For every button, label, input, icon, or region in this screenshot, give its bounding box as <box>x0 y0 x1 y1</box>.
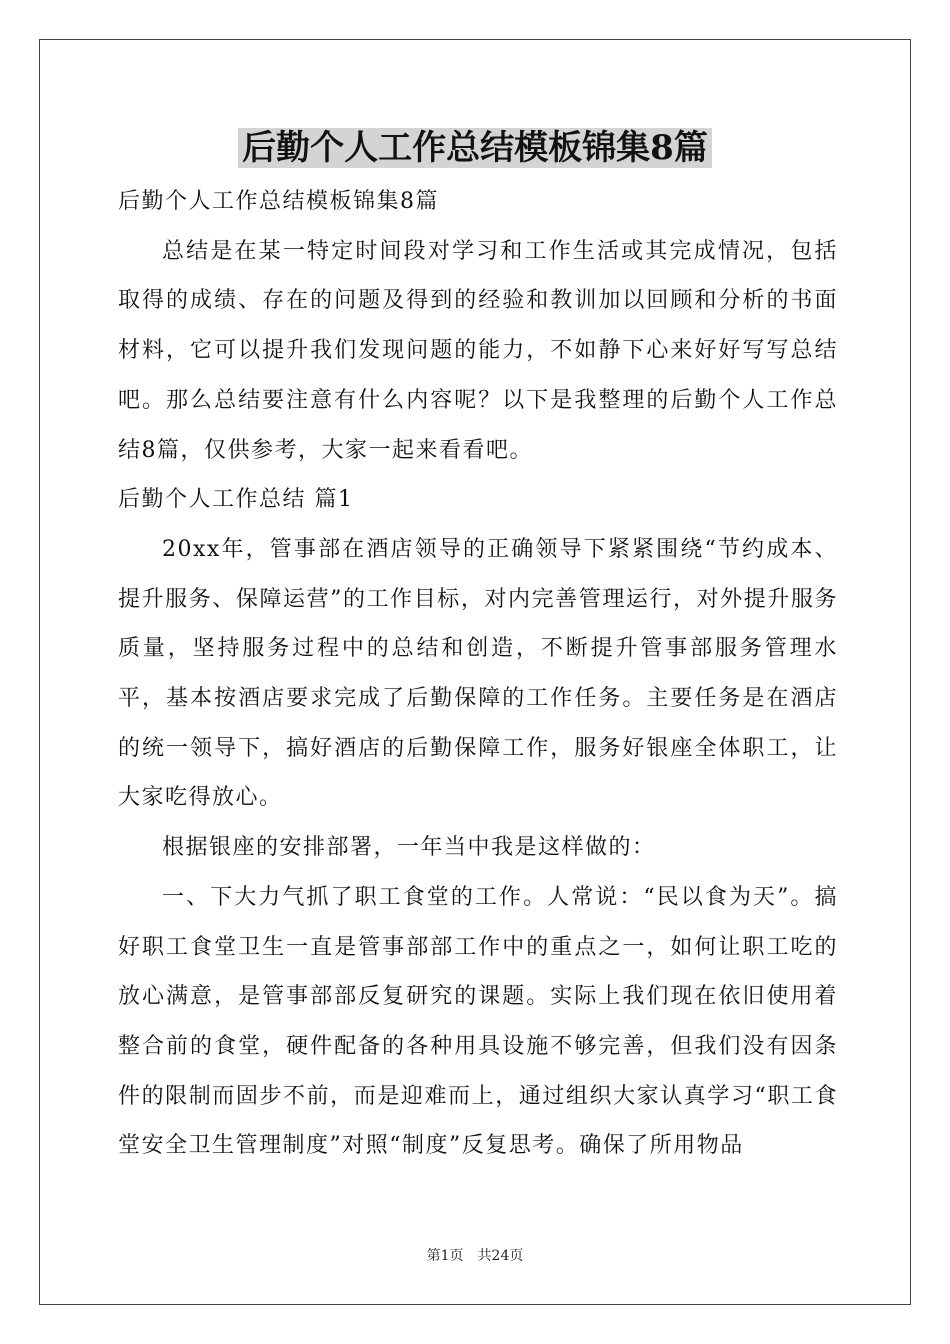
page-total: 共24页 <box>477 1248 524 1264</box>
intro-paragraph: 总结是在某一特定时间段对学习和工作生活或其完成情况，包括取得的成绩、存在的问题及得到的经验和教训加以回顾和分析的书面材料，它可以提升我们发现问题的能力，不如静下心来好好写写总结吧。那么总结要注意有什么内容呢？以下是我整理的后勤个人工作总结8篇，仅供参考，大家一起来看看吧。 <box>118 238 838 463</box>
body-paragraph: 20xx年，管事部在酒店领导的正确领导下紧紧围绕“节约成本、提升服务、保障运营”的工作目标，对内完善管理运行，对外提升服务质量，坚持服务过程中的总结和创造，不断提升管事部服务管理水平，基本按酒店要求完成了后勤保障的工作任务。主要任务是在酒店的统一领导下，搞好酒店的后勤保障工作，服务好银座全体职工，让大家吃得放心。 <box>118 536 838 811</box>
page-number: 第1页 <box>426 1248 464 1264</box>
section-heading: 后勤个人工作总结 篇1 <box>118 487 354 513</box>
document-body <box>118 177 838 1171</box>
page-footer <box>0 1246 950 1266</box>
document-subtitle: 后勤个人工作总结模板锦集8篇 <box>118 189 439 214</box>
document-title-text: 后勤个人工作总结模板锦集8篇 <box>238 128 712 168</box>
body-paragraph: 根据银座的安排部署，一年当中我是这样做的： <box>162 835 656 861</box>
body-paragraph: 一、下大力气抓了职工食堂的工作。人常说：“民以食为天”。搞好职工食堂卫生一直是管事部部工作中的重点之一，如何让职工吃的放心满意，是管事部部反复研究的课题。实际上我们现在依旧使用着整合前的食堂，硬件配备的各种用具设施不够完善，但我们没有因条件的限制而固步不前，而是迎难而上，通过组织大家认真学习“职工食堂安全卫生管理制度”对照“制度”反复思考。确保了所用物品 <box>118 884 838 1159</box>
document-title <box>0 124 950 172</box>
